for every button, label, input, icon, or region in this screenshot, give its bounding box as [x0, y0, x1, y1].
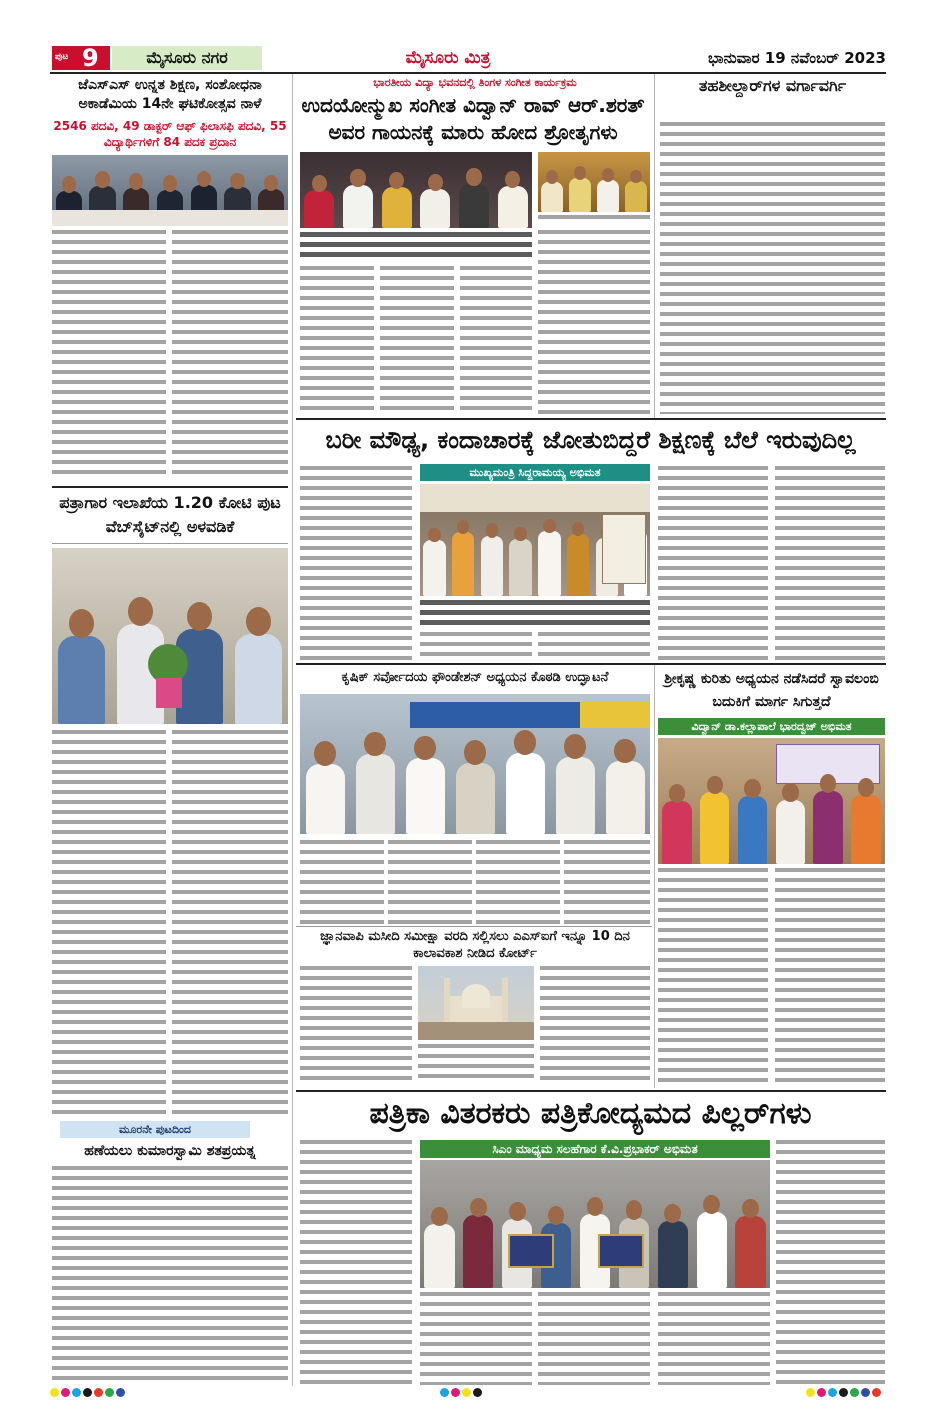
photo-figure-body: [700, 792, 730, 864]
color-dot: [828, 1388, 837, 1397]
page-label: ಪುಟ: [55, 52, 69, 62]
body-text: [476, 840, 560, 924]
jss-photo-table: [52, 210, 288, 226]
cm-photo: [420, 484, 650, 596]
photo-figure-body: [658, 1221, 688, 1288]
krishna-subheadline: ವಿದ್ವಾನ್ ಡಾ.ಕಲ್ಲಾಪಾಲೆ ಭಾರದ್ವಜ್ ಅಭಿಮತ: [658, 718, 885, 735]
photo-figure-head: [163, 175, 177, 191]
photo-figure-head: [350, 169, 365, 186]
photo-figure-body: [697, 1212, 727, 1288]
article-rule: [296, 663, 886, 665]
photo-figure-body: [556, 757, 595, 834]
color-dot: [83, 1388, 92, 1397]
mosque-dome: [462, 984, 490, 1008]
photo-figure-body: [498, 186, 528, 228]
photo-figure-body: [424, 1224, 454, 1288]
body-text: [538, 230, 650, 414]
article-rule: [296, 418, 886, 420]
photo-figure-head: [246, 607, 271, 636]
body-text: [564, 840, 650, 924]
color-dot: [872, 1388, 881, 1397]
color-dot: [462, 1388, 471, 1397]
photo-figure-head: [587, 1197, 604, 1216]
photo-figure-body: [304, 190, 334, 228]
photo-figure-body: [406, 758, 445, 834]
photo-figure-body: [420, 189, 450, 228]
body-text: [300, 1140, 412, 1385]
photo-figure-head: [546, 170, 558, 184]
award-frame: [598, 1234, 644, 1268]
body-text: [775, 868, 885, 1084]
page-number-badge: [52, 46, 110, 70]
photo-figure-head: [428, 174, 443, 191]
color-dot: [451, 1388, 460, 1397]
issue-date: ಭಾನುವಾರ 19 ನವೆಂಬರ್ 2023: [708, 49, 886, 67]
photo-figure-head: [128, 597, 153, 626]
photo-figure-body: [776, 800, 806, 864]
page-header: [48, 44, 888, 72]
body-text: [460, 266, 532, 414]
photo-figure-body: [662, 801, 692, 864]
body-text: [300, 266, 374, 414]
photo-figure-head: [312, 175, 327, 192]
photo-figure-head: [707, 776, 723, 795]
krishna-headline: ಶ್ರೀಕೃಷ್ಣ ಕುರಿತು ಅಧ್ಯಯನ ನಡೆಸಿದರೆ ಸ್ವಾವಲಂಬಿ ಬದುಕಿಗೆ ಮಾರ್ಗ ಸಿಗುತ್ತದೆ: [664, 671, 879, 710]
photo-figure-head: [197, 171, 211, 187]
body-text: [300, 966, 412, 1086]
gyanvapi-photo: [418, 966, 534, 1040]
krushik-photo-banner-trim: [580, 702, 650, 728]
photo-figure-head: [514, 730, 535, 755]
photo-figure-body: [506, 753, 545, 834]
photo-figure-head: [858, 778, 874, 797]
photo-figure-head: [574, 166, 586, 180]
photo-figure-body: [606, 761, 645, 834]
photo-figure-body: [481, 536, 503, 596]
photo-caption: [300, 232, 532, 262]
krushik-photo: [300, 694, 650, 834]
registration-dots-right: [806, 1388, 886, 1400]
body-text: [300, 840, 384, 924]
column-rule: [654, 664, 655, 1088]
photo-figure-body: [456, 763, 495, 834]
body-text: [300, 466, 412, 660]
krushik-headline: ಕೃಷಿಕ್ ಸರ್ವೋದಯ ಫೌಂಡೇಶನ್ ಅಧ್ಯಯನ ಕೊಠಡಿ ಉದ್ಘಾಟನೆ: [341, 670, 609, 685]
body-text: [658, 466, 768, 660]
photo-figure-head: [230, 173, 244, 189]
color-dot: [116, 1388, 125, 1397]
archives-photo: [52, 548, 288, 724]
registration-dots-left: [50, 1388, 140, 1400]
registration-mark-center: [440, 1388, 500, 1400]
music-photo-stage: [538, 152, 650, 212]
masthead-logo: ಮೈಸೂರು ಮಿತ್ರ: [405, 48, 491, 68]
distributors-photo: [420, 1160, 770, 1288]
color-dot: [61, 1388, 70, 1397]
photo-figure-body: [735, 1216, 765, 1288]
mosque-minaret: [502, 978, 508, 1026]
archives-photo-pot: [156, 678, 182, 708]
music-headline: ಉದಯೋನ್ಮುಖ ಸಂಗೀತ ವಿದ್ವಾನ್ ರಾವ್ ಆರ್.ಶರತ್ ಅವರ ಗಾಯನಕ್ಕೆ ಮಾರು ಹೋದ ಶ್ರೋತೃಗಳು: [301, 93, 645, 144]
city-foreground: [418, 1022, 534, 1040]
krushik-photo-banner: [410, 702, 580, 728]
photo-figure-head: [69, 609, 94, 638]
photo-figure-body: [851, 795, 881, 864]
cm-photo-screen: [602, 514, 646, 584]
photo-figure-body: [625, 181, 647, 212]
photo-figure-body: [463, 1215, 493, 1288]
photo-figure-head: [187, 602, 212, 631]
photo-figure-body: [509, 539, 531, 596]
photo-figure-head: [543, 519, 555, 533]
music-kicker: ಭಾರತೀಯ ವಿದ್ಯಾ ಭವನದಲ್ಲಿ ತಿಂಗಳ ಸಂಗೀತ ಕಾರ್ಯಕ್ರಮ: [373, 76, 577, 89]
body-text: [52, 1166, 288, 1385]
page-number: 9: [82, 44, 99, 72]
photo-figure-head: [669, 784, 685, 803]
photo-figure-body: [541, 182, 563, 212]
photo-figure-head: [614, 739, 635, 764]
body-text: [420, 1292, 532, 1385]
body-text: [388, 840, 472, 924]
color-dot: [861, 1388, 870, 1397]
cm-headline: ಬರೀ ಮೌಢ್ಯ, ಕಂದಾಚಾರಕ್ಕೆ ಜೋತುಬಿದ್ದರೆ ಶಿಕ್ಷಣಕ್ಕೆ ಬೆಲೆ ಇರುವುದಿಲ್ಲ: [325, 426, 856, 454]
color-dot: [806, 1388, 815, 1397]
photo-figure-head: [486, 523, 498, 537]
section-label: ಮೈಸೂರು ನಗರ: [112, 46, 262, 70]
photo-figure-head: [314, 741, 335, 766]
krishna-photo: [658, 738, 885, 864]
photo-figure-body: [306, 764, 345, 834]
distributors-subheadline: ಸಿಎಂ ಮಾಧ್ಯಮ ಸಲಹೆಗಾರ ಕೆ.ವಿ.ಪ್ರಭಾಕರ್ ಅಭಿಮತ: [420, 1140, 770, 1158]
award-frame: [508, 1234, 554, 1268]
color-dot: [440, 1388, 449, 1397]
photo-caption: [420, 600, 650, 628]
body-text: [172, 230, 288, 480]
photo-figure-head: [626, 1200, 643, 1219]
color-dot: [50, 1388, 59, 1397]
photo-figure-head: [428, 528, 440, 542]
photo-figure-head: [782, 783, 798, 802]
photo-figure-head: [742, 1199, 759, 1218]
photo-figure-head: [95, 171, 109, 187]
photo-caption: [538, 215, 650, 225]
article-rule: [296, 1090, 886, 1092]
photo-figure-head: [464, 740, 485, 765]
photo-figure-head: [470, 1198, 487, 1217]
article-rule: [52, 486, 288, 488]
photo-figure-body: [343, 185, 373, 228]
photo-figure-body: [382, 187, 412, 228]
photo-figure-head: [389, 172, 404, 189]
column-rule: [654, 74, 655, 418]
body-text: [52, 730, 166, 1115]
photo-figure-body: [58, 636, 104, 724]
photo-figure-body: [452, 532, 474, 596]
photo-figure-head: [129, 173, 143, 189]
photo-figure-body: [423, 540, 445, 596]
body-text: [538, 1292, 650, 1385]
photo-figure-body: [235, 634, 281, 724]
body-text: [420, 632, 532, 660]
photo-figure-head: [62, 176, 76, 192]
music-photo-main: [300, 152, 532, 228]
photo-figure-body: [813, 791, 843, 864]
article-rule: [296, 926, 652, 927]
body-text: [380, 266, 454, 414]
body-text: [660, 122, 885, 414]
body-text: [776, 1140, 885, 1385]
color-dot: [473, 1388, 482, 1397]
body-text: [172, 730, 288, 1115]
photo-figure-head: [414, 736, 435, 761]
body-text: [538, 632, 650, 660]
photo-figure-head: [548, 1206, 565, 1225]
archives-headline: ಪತ್ರಾಗಾರ ಇಲಾಖೆಯ 1.20 ಕೋಟಿ ಪುಟ ವೆಬ್‌ಸೈಟ್‌ನಲ್ಲಿ ಅಳವಡಿಕೆ: [59, 493, 281, 536]
continued-band: ಮೂರನೇ ಪುಟದಿಂದ: [60, 1121, 250, 1138]
jss-photo: [52, 155, 288, 226]
photo-figure-head: [564, 734, 585, 759]
color-dot: [839, 1388, 848, 1397]
color-dot: [817, 1388, 826, 1397]
photo-figure-head: [602, 168, 614, 182]
photo-figure-body: [356, 754, 395, 834]
header-rule: [50, 72, 886, 74]
cm-subheadline: ಮುಖ್ಯಮಂತ್ರಿ ಸಿದ್ದರಾಮಯ್ಯ ಅಭಿಮತ: [420, 464, 650, 481]
photo-figure-head: [466, 168, 481, 185]
photo-figure-body: [569, 178, 591, 212]
tahsildar-headline: ತಹಶೀಲ್ದಾರ್‌ಗಳ ವರ್ಗಾವರ್ಗಿ: [698, 76, 847, 95]
color-dot: [94, 1388, 103, 1397]
photo-figure-body: [738, 796, 768, 864]
cm-photo-banner: [420, 484, 650, 512]
body-text: [658, 1292, 770, 1385]
photo-figure-head: [514, 527, 526, 541]
photo-figure-body: [459, 184, 489, 228]
gyanvapi-headline: ಜ್ಞಾನವಾಪಿ ಮಸೀದಿ ಸಮೀಕ್ಷಾ ವರದಿ ಸಲ್ಲಿಸಲು ಎಎಸ್‌ಐಗೆ ಇನ್ನೂ 10 ದಿನ ಕಾಲಾವಕಾಶ ನೀಡಿದ ಕೋರ್ಟ್: [320, 929, 630, 961]
mosque-minaret: [444, 978, 450, 1026]
photo-figure-body: [597, 180, 619, 212]
color-dot: [105, 1388, 114, 1397]
photo-figure-body: [567, 534, 589, 596]
jss-subheadline: 2546 ಪದವಿ, 49 ಡಾಕ್ಟರ್ ಆಫ್ ಫಿಲಾಸಫಿ ಪದವಿ, 55 ವಿದ್ಯಾರ್ಥಿಗಳಿಗೆ 84 ಪದಕ ಪ್ರದಾನ: [53, 119, 287, 149]
kumaraswamy-headline: ಹಣೆಯಲು ಕುಮಾರಸ್ವಾಮಿ ಶತಪ್ರಯತ್ನ: [84, 1143, 256, 1159]
color-dot: [850, 1388, 859, 1397]
body-text: [775, 466, 885, 660]
photo-caption: [418, 1044, 534, 1084]
photo-figure-head: [431, 1207, 448, 1226]
distributors-headline: ಪತ್ರಿಕಾ ವಿತರಕರು ಪತ್ರಿಕೋದ್ಯಮದ ಪಿಲ್ಲರ್‌ಗಳು: [369, 1096, 812, 1131]
article-rule: [52, 543, 288, 544]
body-text: [52, 230, 166, 480]
color-dot: [72, 1388, 81, 1397]
body-text: [658, 868, 768, 1084]
photo-figure-body: [538, 531, 560, 596]
photo-figure-head: [364, 732, 385, 757]
photo-figure-head: [744, 779, 760, 798]
column-rule: [292, 74, 293, 1386]
jss-headline: ಜೆಎಸ್‌ಎಸ್ ಉನ್ನತ ಶಿಕ್ಷಣ, ಸಂಶೋಧನಾ ಅಕಾಡೆಮಿಯ 14ನೇ ಘಟಿಕೋತ್ಸವ ನಾಳೆ: [78, 77, 262, 112]
photo-figure-head: [509, 1202, 526, 1221]
body-text: [540, 966, 650, 1086]
